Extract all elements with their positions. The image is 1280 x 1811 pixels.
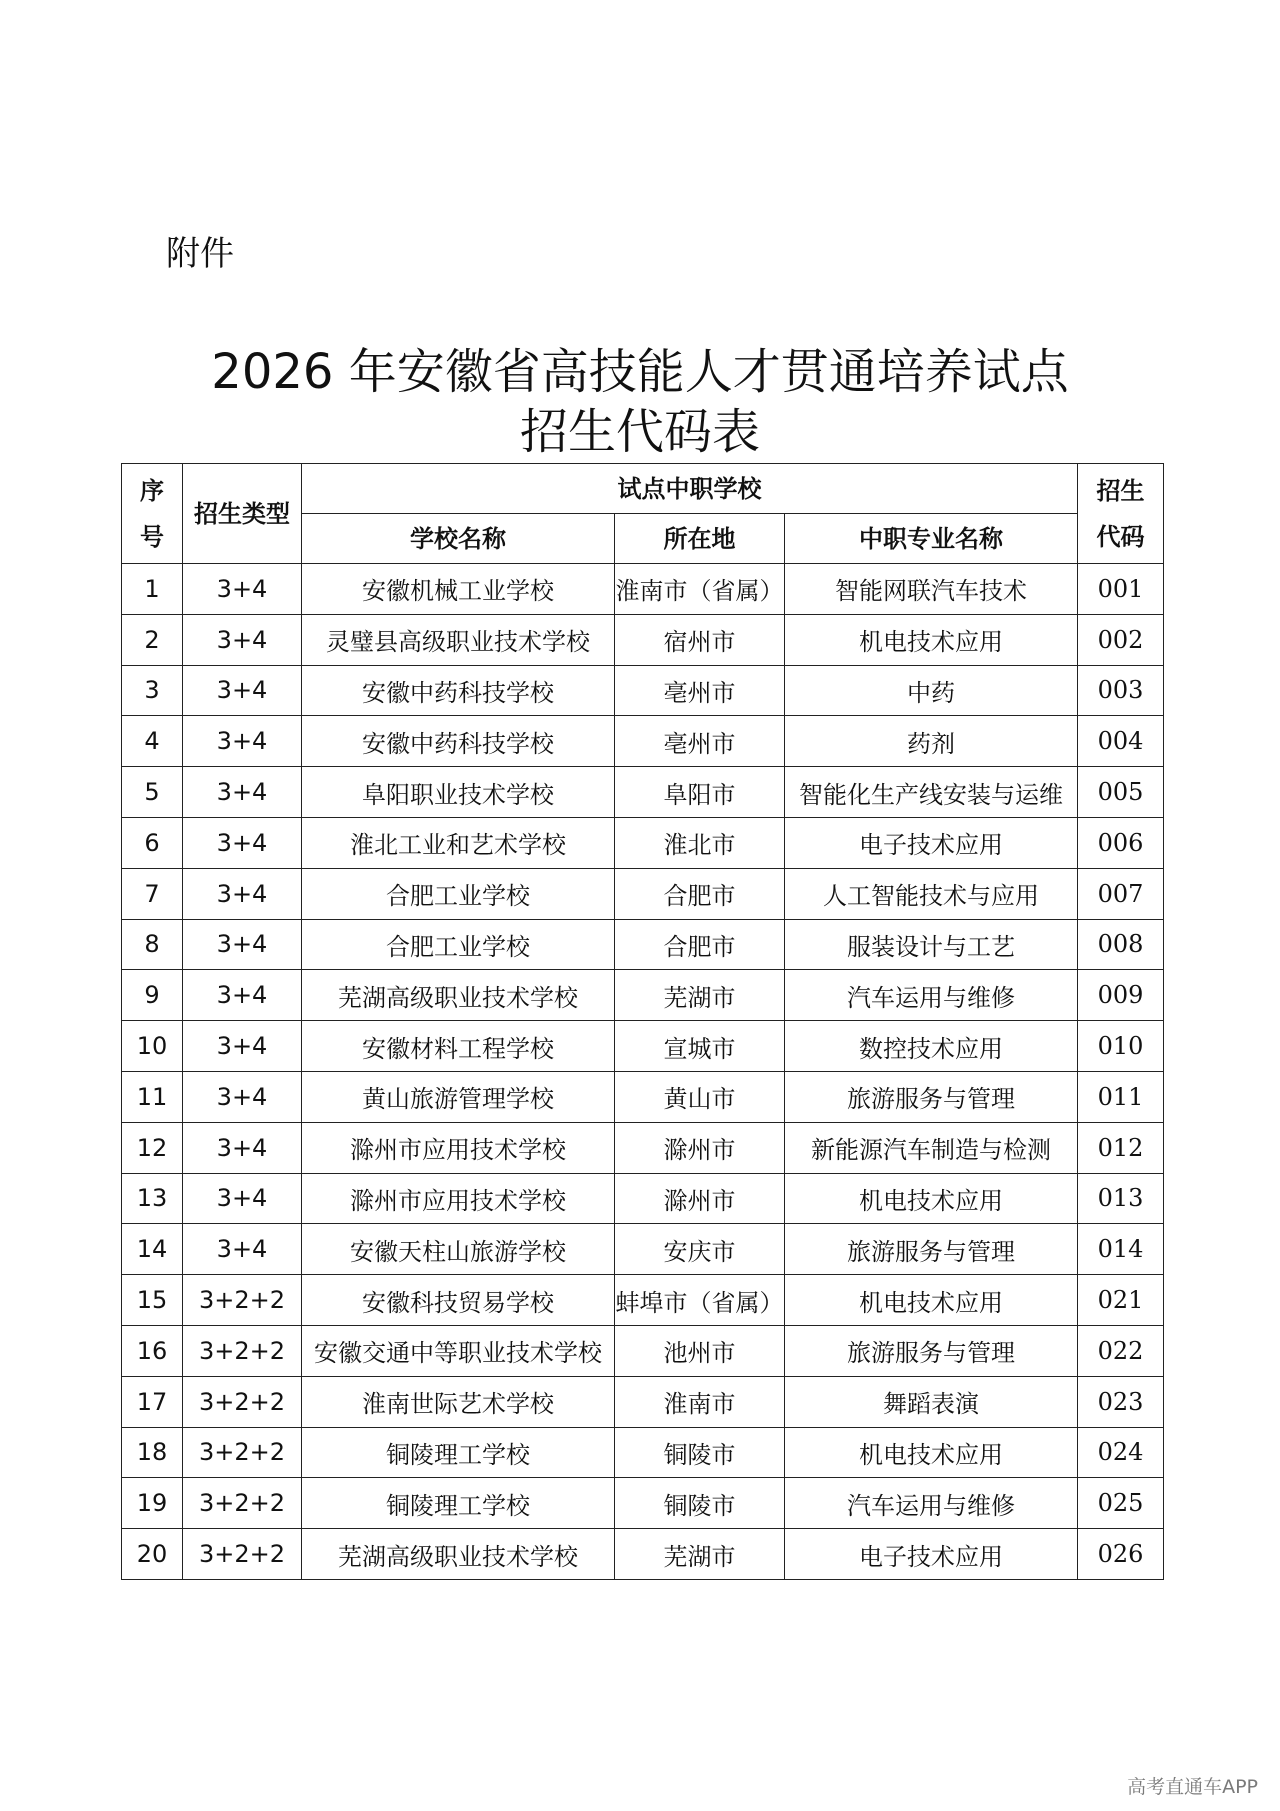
cell-enroll-type: 3+2+2 — [183, 1325, 302, 1376]
cell-major: 智能网联汽车技术 — [785, 564, 1078, 615]
cell-major: 机电技术应用 — [785, 1173, 1078, 1224]
table-row — [122, 1071, 1164, 1122]
cell-school-name: 铜陵理工学校 — [302, 1427, 615, 1478]
cell-enroll-type: 3+2+2 — [183, 1427, 302, 1478]
cell-school-name: 黄山旅游管理学校 — [302, 1071, 615, 1122]
cell-location: 亳州市 — [615, 716, 785, 767]
document-title-line1: 2026 年安徽省高技能人才贯通培养试点 — [211, 344, 1069, 400]
table-row — [122, 716, 1164, 767]
cell-major: 药剂 — [785, 716, 1078, 767]
table-row — [122, 1021, 1164, 1072]
header-location: 所在地 — [615, 514, 785, 564]
header-major: 中职专业名称 — [785, 514, 1078, 564]
cell-seq: 12 — [122, 1122, 183, 1173]
cell-school-name: 安徽中药科技学校 — [302, 665, 615, 716]
cell-code: 007 — [1078, 868, 1164, 919]
cell-school-name: 阜阳职业技术学校 — [302, 767, 615, 818]
table-row — [122, 1325, 1164, 1376]
cell-school-name: 芜湖高级职业技术学校 — [302, 1529, 615, 1580]
cell-school-name: 滁州市应用技术学校 — [302, 1173, 615, 1224]
cell-code: 004 — [1078, 716, 1164, 767]
cell-enroll-type: 3+4 — [183, 564, 302, 615]
cell-code: 022 — [1078, 1325, 1164, 1376]
header-pilot-school-group: 试点中职学校 — [302, 464, 1078, 514]
cell-location: 蚌埠市（省属） — [615, 1275, 785, 1326]
cell-seq: 16 — [122, 1325, 183, 1376]
cell-location: 芜湖市 — [615, 970, 785, 1021]
cell-location: 合肥市 — [615, 868, 785, 919]
cell-major: 旅游服务与管理 — [785, 1325, 1078, 1376]
table-row — [122, 1122, 1164, 1173]
cell-enroll-type: 3+4 — [183, 767, 302, 818]
cell-major: 汽车运用与维修 — [785, 970, 1078, 1021]
table-body — [122, 564, 1164, 1580]
table-row — [122, 564, 1164, 615]
cell-major: 旅游服务与管理 — [785, 1224, 1078, 1275]
cell-seq: 3 — [122, 665, 183, 716]
header-code: 招生 代码 — [1078, 464, 1164, 564]
cell-code: 005 — [1078, 767, 1164, 818]
cell-enroll-type: 3+4 — [183, 1224, 302, 1275]
header-school-name: 学校名称 — [302, 514, 615, 564]
cell-code: 010 — [1078, 1021, 1164, 1072]
cell-school-name: 安徽交通中等职业技术学校 — [302, 1325, 615, 1376]
table-row — [122, 1427, 1164, 1478]
cell-seq: 13 — [122, 1173, 183, 1224]
cell-enroll-type: 3+4 — [183, 1021, 302, 1072]
cell-location: 滁州市 — [615, 1173, 785, 1224]
cell-code: 012 — [1078, 1122, 1164, 1173]
table-row — [122, 868, 1164, 919]
cell-seq: 17 — [122, 1376, 183, 1427]
cell-enroll-type: 3+4 — [183, 614, 302, 665]
cell-enroll-type: 3+4 — [183, 665, 302, 716]
cell-enroll-type: 3+4 — [183, 919, 302, 970]
cell-school-name: 铜陵理工学校 — [302, 1478, 615, 1529]
cell-major: 汽车运用与维修 — [785, 1478, 1078, 1529]
cell-seq: 19 — [122, 1478, 183, 1529]
header-seq: 序 号 — [122, 464, 183, 564]
cell-code: 023 — [1078, 1376, 1164, 1427]
cell-enroll-type: 3+2+2 — [183, 1376, 302, 1427]
watermark: 高考直通车APP — [1127, 1776, 1258, 1798]
cell-seq: 2 — [122, 614, 183, 665]
table-row — [122, 1376, 1164, 1427]
cell-code: 002 — [1078, 614, 1164, 665]
cell-major: 电子技术应用 — [785, 817, 1078, 868]
cell-major: 中药 — [785, 665, 1078, 716]
table-row — [122, 1224, 1164, 1275]
cell-school-name: 芜湖高级职业技术学校 — [302, 970, 615, 1021]
cell-major: 机电技术应用 — [785, 1427, 1078, 1478]
cell-school-name: 合肥工业学校 — [302, 868, 615, 919]
cell-school-name: 安徽中药科技学校 — [302, 716, 615, 767]
cell-school-name: 淮南世际艺术学校 — [302, 1376, 615, 1427]
cell-code: 021 — [1078, 1275, 1164, 1326]
header-enroll-type: 招生类型 — [183, 464, 302, 564]
cell-enroll-type: 3+4 — [183, 817, 302, 868]
cell-major: 旅游服务与管理 — [785, 1071, 1078, 1122]
cell-location: 淮南市（省属） — [615, 564, 785, 615]
table-row — [122, 767, 1164, 818]
cell-school-name: 淮北工业和艺术学校 — [302, 817, 615, 868]
cell-code: 024 — [1078, 1427, 1164, 1478]
table-row — [122, 970, 1164, 1021]
cell-enroll-type: 3+4 — [183, 716, 302, 767]
cell-code: 014 — [1078, 1224, 1164, 1275]
cell-seq: 18 — [122, 1427, 183, 1478]
cell-enroll-type: 3+4 — [183, 1122, 302, 1173]
cell-major: 智能化生产线安装与运维 — [785, 767, 1078, 818]
cell-code: 003 — [1078, 665, 1164, 716]
cell-code: 006 — [1078, 817, 1164, 868]
cell-location: 黄山市 — [615, 1071, 785, 1122]
cell-code: 011 — [1078, 1071, 1164, 1122]
table-row — [122, 817, 1164, 868]
cell-location: 安庆市 — [615, 1224, 785, 1275]
cell-code: 001 — [1078, 564, 1164, 615]
cell-location: 淮北市 — [615, 817, 785, 868]
cell-location: 合肥市 — [615, 919, 785, 970]
cell-location: 铜陵市 — [615, 1478, 785, 1529]
cell-seq: 9 — [122, 970, 183, 1021]
table-row — [122, 1275, 1164, 1326]
document-title-line2: 招生代码表 — [519, 404, 760, 460]
table-row — [122, 665, 1164, 716]
cell-enroll-type: 3+4 — [183, 1071, 302, 1122]
cell-seq: 8 — [122, 919, 183, 970]
cell-major: 机电技术应用 — [785, 614, 1078, 665]
cell-enroll-type: 3+2+2 — [183, 1275, 302, 1326]
cell-seq: 15 — [122, 1275, 183, 1326]
cell-location: 宿州市 — [615, 614, 785, 665]
cell-school-name: 安徽科技贸易学校 — [302, 1275, 615, 1326]
cell-school-name: 安徽机械工业学校 — [302, 564, 615, 615]
table-row — [122, 1173, 1164, 1224]
attachment-label: 附件 — [166, 234, 234, 274]
table-row — [122, 1478, 1164, 1529]
cell-code: 008 — [1078, 919, 1164, 970]
cell-enroll-type: 3+4 — [183, 868, 302, 919]
cell-major: 服装设计与工艺 — [785, 919, 1078, 970]
cell-location: 芜湖市 — [615, 1529, 785, 1580]
cell-school-name: 安徽材料工程学校 — [302, 1021, 615, 1072]
cell-school-name: 滁州市应用技术学校 — [302, 1122, 615, 1173]
table-row — [122, 1529, 1164, 1580]
cell-seq: 7 — [122, 868, 183, 919]
cell-code: 009 — [1078, 970, 1164, 1021]
cell-major: 新能源汽车制造与检测 — [785, 1122, 1078, 1173]
cell-major: 舞蹈表演 — [785, 1376, 1078, 1427]
cell-location: 滁州市 — [615, 1122, 785, 1173]
cell-enroll-type: 3+4 — [183, 970, 302, 1021]
cell-seq: 20 — [122, 1529, 183, 1580]
table-row — [122, 614, 1164, 665]
cell-seq: 14 — [122, 1224, 183, 1275]
cell-seq: 1 — [122, 564, 183, 615]
cell-seq: 10 — [122, 1021, 183, 1072]
cell-enroll-type: 3+2+2 — [183, 1529, 302, 1580]
cell-seq: 5 — [122, 767, 183, 818]
cell-location: 宣城市 — [615, 1021, 785, 1072]
cell-school-name: 合肥工业学校 — [302, 919, 615, 970]
cell-location: 亳州市 — [615, 665, 785, 716]
table-row — [122, 919, 1164, 970]
cell-location: 淮南市 — [615, 1376, 785, 1427]
cell-enroll-type: 3+4 — [183, 1173, 302, 1224]
cell-seq: 4 — [122, 716, 183, 767]
cell-school-name: 灵璧县高级职业技术学校 — [302, 614, 615, 665]
cell-seq: 11 — [122, 1071, 183, 1122]
cell-major: 人工智能技术与应用 — [785, 868, 1078, 919]
cell-major: 电子技术应用 — [785, 1529, 1078, 1580]
cell-location: 池州市 — [615, 1325, 785, 1376]
cell-major: 机电技术应用 — [785, 1275, 1078, 1326]
cell-school-name: 安徽天柱山旅游学校 — [302, 1224, 615, 1275]
cell-location: 铜陵市 — [615, 1427, 785, 1478]
cell-location: 阜阳市 — [615, 767, 785, 818]
cell-seq: 6 — [122, 817, 183, 868]
cell-code: 026 — [1078, 1529, 1164, 1580]
cell-major: 数控技术应用 — [785, 1021, 1078, 1072]
enrollment-code-table — [121, 463, 1164, 1580]
cell-enroll-type: 3+2+2 — [183, 1478, 302, 1529]
cell-code: 025 — [1078, 1478, 1164, 1529]
cell-code: 013 — [1078, 1173, 1164, 1224]
